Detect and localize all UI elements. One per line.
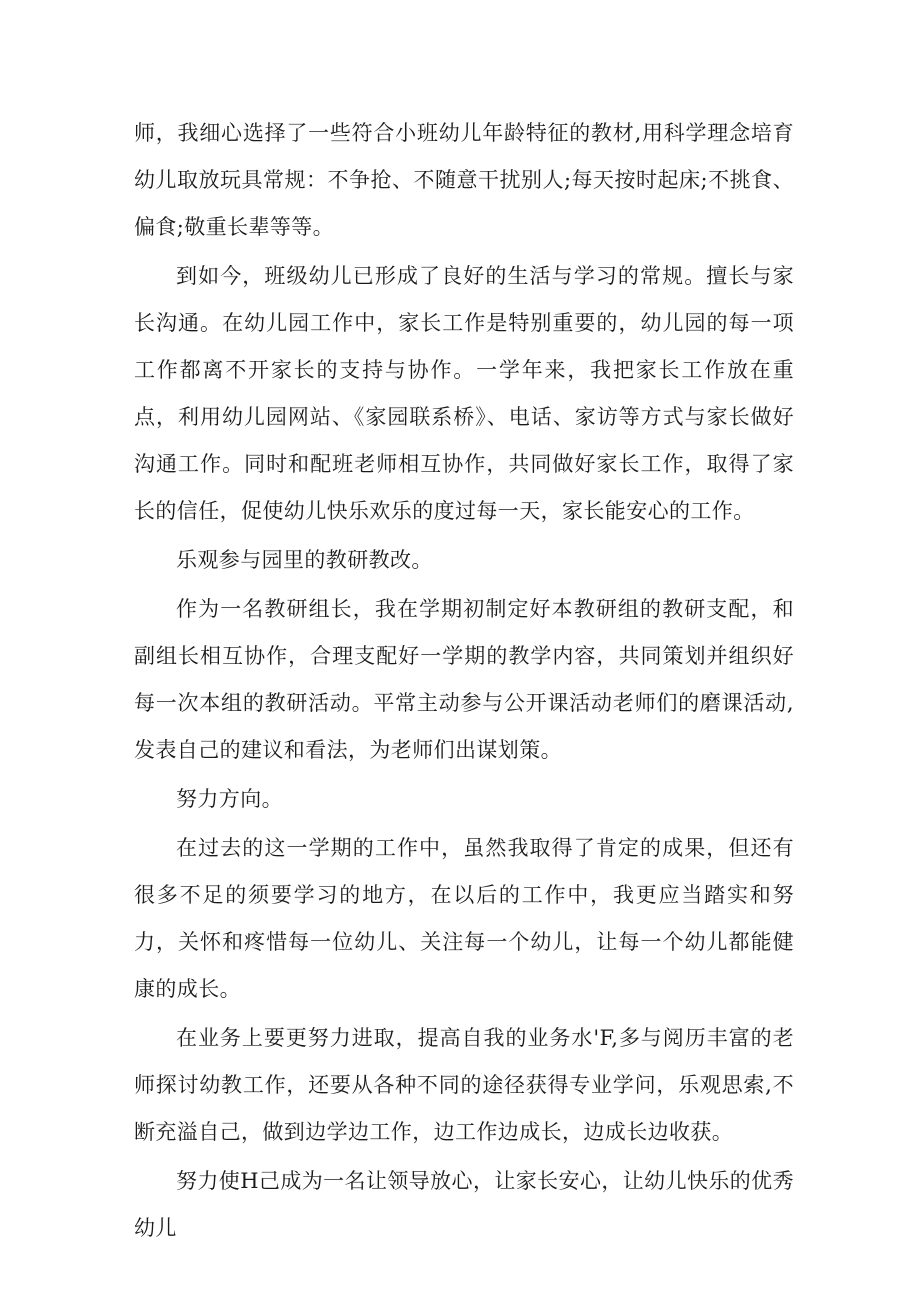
- paragraph-1: 师，我细心选择了一些符合小班幼儿年龄特征的教材,用科学理念培育幼儿取放玩具常规：不争抢、不随意干扰别人;每天按时起床;不挑食、偏食;敬重长辈等等。: [134, 121, 794, 239]
- paragraph-3: 作为一名教研组长，我在学期初制定好本教研组的教研支配，和副组长相互协作，合理支配好一学期的教学内容，共同策划并组织好每一次本组的教研活动。平常主动参与公开课活动老师们的磨课活动,发表自己的建议和看法，为老师们出谋划策。: [134, 597, 794, 762]
- section-heading-direction: 努力方向。: [176, 787, 283, 811]
- section-heading-teaching-research: 乐观参与园里的教研教改。: [176, 548, 433, 572]
- paragraph-2: 到如今，班级幼儿已形成了良好的生活与学习的常规。擅长与家长沟通。在幼儿园工作中，家长工作是特别重要的，幼儿园的每一项工作都离不开家长的支持与协作。一学年来，我把家长工作放在重点，利用幼儿园网站、《家园联系桥》、电话、家访等方式与家长做好沟通工作。同时和配班老师相互协作，共同做好家长工作，取得了家长的信任，促使幼儿快乐欢乐的度过每一天，家长能安心的工作。: [134, 264, 794, 523]
- paragraph-4: 在过去的这一学期的工作中，虽然我取得了肯定的成果，但还有很多不足的须要学习的地方，在以后的工作中，我更应当踏实和努力，关怀和疼惜每一位幼儿、关注每一个幼儿，让每一个幼儿都能健康的成长。: [134, 836, 794, 1001]
- paragraph-6: 努力使H己成为一名让领导放心，让家长安心，让幼儿快乐的优秀幼儿: [134, 1169, 794, 1240]
- paragraph-5: 在业务上要更努力进取，提高自我的业务水'F,多与阅历丰富的老师探讨幼教工作，还要从各种不同的途径获得专业学问，乐观思索,不断充溢自己，做到边学边工作，边工作边成长，边成长边收获。: [134, 1026, 794, 1144]
- document-body: [134, 110, 794, 1252]
